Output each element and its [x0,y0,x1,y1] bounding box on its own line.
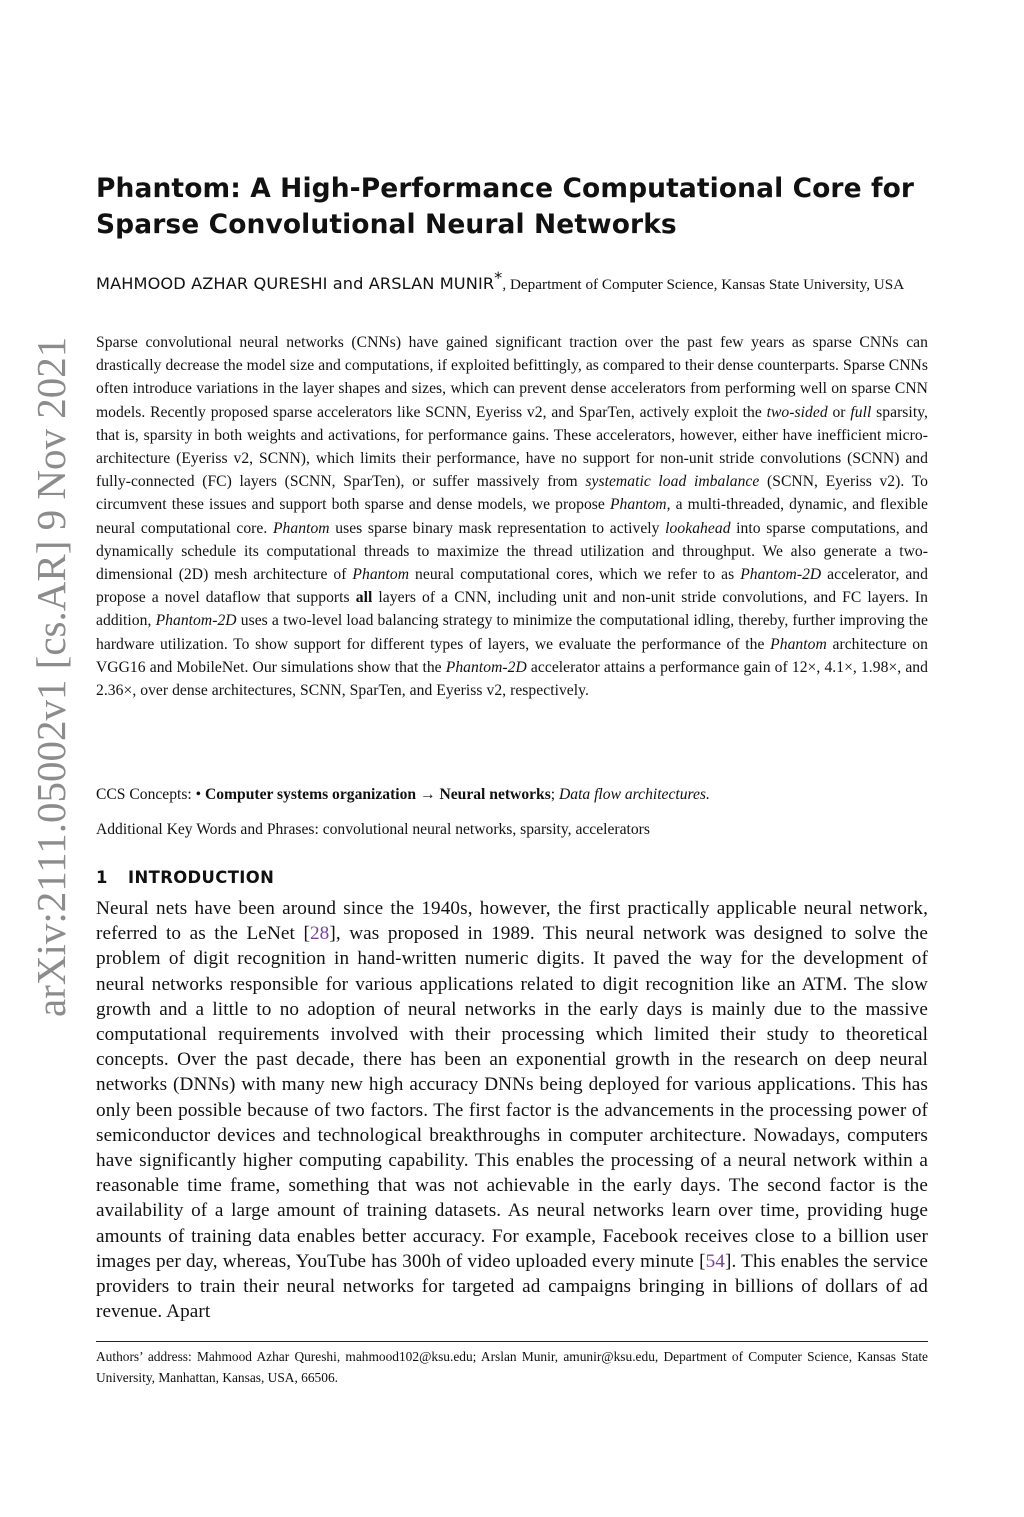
abstract-text: sparsity, that is, sparsity in both weights and activations, for performance gains. These accelerators, however, either have inefficient micro-architecture (Eyeriss v2, SCNN), which limits their performance, have no support for non-unit stride convolutions (SCNN) and fully-connected (FC) layers (SCNN, SparTen), or suffer massively from [96,403,928,491]
abstract-emphasis: full [850,403,872,421]
abstract-bold: all [355,589,373,607]
abstract-text: , a multi-threaded, dynamic, and flexible neural computational core. [96,496,928,537]
title-line-1: Phantom: A High-Performance Computational Core for [96,173,915,204]
abstract-text: uses sparse binary mask representation to actively [329,519,666,537]
footnote-divider [96,1341,928,1342]
corresponding-author-mark: * [494,268,503,287]
abstract-text: layers of a CNN, including unit and non-unit stride convolutions, and FC layers. In addition, [96,589,928,630]
intro-text: ], was proposed in 1989. This neural network was designed to solve the problem of digit recognition in hand-written numeric digits. It paved the way for the development of neural networks responsible for various applications related to digit recognition like an ATM. The slow growth and a little to no adoption of neural networks in the early days is mainly due to the massive computational requirements involved with their processing which limited their study to theoretical concepts. Over the past decade, there has been an exponential growth in the research on deep neural networks (DNNs) with many new high accuracy DNNs being deployed for various applications. This has only been possible because of two factors. The first factor is the advancements in the processing power of semiconductor devices and technological breakthroughs in computer architecture. Nowadays, computers have significantly higher computing capability. This enables the processing of a neural network within a reasonable time frame, something that was not achievable in the early days. The second factor is the availability of a large amount of training datasets. As neural networks learn over time, providing huge amounts of training data enables better accuracy. For example, Facebook receives close to a billion user images per day, whereas, YouTube has 300h of video uploaded every minute [ [96,923,928,1272]
abstract-emphasis: Phantom-2D [155,612,237,630]
abstract-emphasis: lookahead [665,519,731,537]
ccs-separator: ; [550,786,560,803]
ccs-concepts [96,783,928,806]
title-line-2: Sparse Convolutional Neural Networks [96,209,677,240]
abstract-emphasis: systematic load imbalance [585,473,760,491]
abstract-emphasis: Phantom [770,635,827,653]
abstract-text: accelerator attains a performance gain of 12×, 4.1×, 1.98×, and 2.36×, over dense architectures, SCNN, SparTen, and Eyeriss v2, respectively. [96,658,929,700]
abstract-emphasis: Phantom-2D [445,658,527,676]
citation-link[interactable]: 54 [705,1250,725,1272]
abstract-emphasis: Phantom-2D [740,566,822,584]
abstract-text: uses a two-level load balancing strategy to minimize the computational idling, thereby, further improving the hardware utilization. To show support for different types of layers, we evaluate the performance of the [96,612,928,653]
author-affiliation: , Department of Computer Science, Kansas State University, USA [502,276,905,294]
abstract [96,331,928,702]
keywords: Additional Key Words and Phrases: convolutional neural networks, sparsity, accelerators [96,821,650,838]
abstract-text: Sparse convolutional neural networks (CNNs) have gained significant traction over the past few years as sparse CNNs can drastically decrease the model size and computations, if exploited befittingly, as compared to their dense counterparts. Sparse CNNs often introduce variations in the layer shapes and sizes, which can prevent dense accelerators from performing well on sparse CNN models. Recently proposed sparse accelerators like SCNN, Eyeriss v2, and SparTen, actively exploit the [96,334,928,421]
section-title: INTRODUCTION [128,868,275,887]
abstract-text: neural computational cores, which we refer to as [409,566,741,584]
intro-text: Neural nets have been around since the 1940s, however, the first practically applicable neural network, referred to as the LeNet [ [96,898,928,945]
abstract-text: (SCNN, Eyeriss v2). To circumvent these issues and support both sparse and dense models, we propose [96,473,928,514]
abstract-emphasis: Phantom [609,496,667,514]
arxiv-identifier-stamp: arXiv:2111.05002v1 [cs.AR] 9 Nov 2021 [28,336,74,1017]
abstract-text: accelerator, and propose a novel dataflow that supports [96,566,928,607]
authors-address-footnote: Authors’ address: Mahmood Azhar Qureshi, mahmood102@ksu.edu; Arslan Munir, amunir@ksu.edu, Department of Computer Science, Kansas State University, Manhattan, Kansas, USA, 66506. [96,1349,928,1385]
introduction-paragraph [96,896,928,1324]
ccs-label: CCS Concepts: • [96,786,205,803]
ccs-secondary-concept: Data flow architectures. [559,786,710,803]
abstract-text: into sparse computations, and dynamically schedule its computational threads to maximize the thread utilization and throughput. We also generate a two-dimensional (2D) mesh architecture of [96,519,928,584]
abstract-emphasis: two-sided [766,403,828,421]
abstract-emphasis: Phantom [272,519,330,537]
abstract-text: architecture on VGG16 and MobileNet. Our simulations show that the [96,635,928,676]
section-heading [96,865,596,891]
ccs-primary-concept: Computer systems organization → Neural networks [205,786,551,803]
abstract-emphasis: Phantom [352,566,410,584]
abstract-text: or [827,403,851,421]
author-line [96,264,928,299]
paper-title [96,171,926,243]
intro-text: ]. This enables the service providers to train their neural networks for targeted ad campaigns bringing in billions of dollars of ad revenue. Apart [96,1250,928,1323]
citation-link[interactable]: 28 [309,923,330,945]
author-names: MAHMOOD AZHAR QURESHI and ARSLAN MUNIR [96,274,495,294]
section-number: 1 [96,868,108,887]
